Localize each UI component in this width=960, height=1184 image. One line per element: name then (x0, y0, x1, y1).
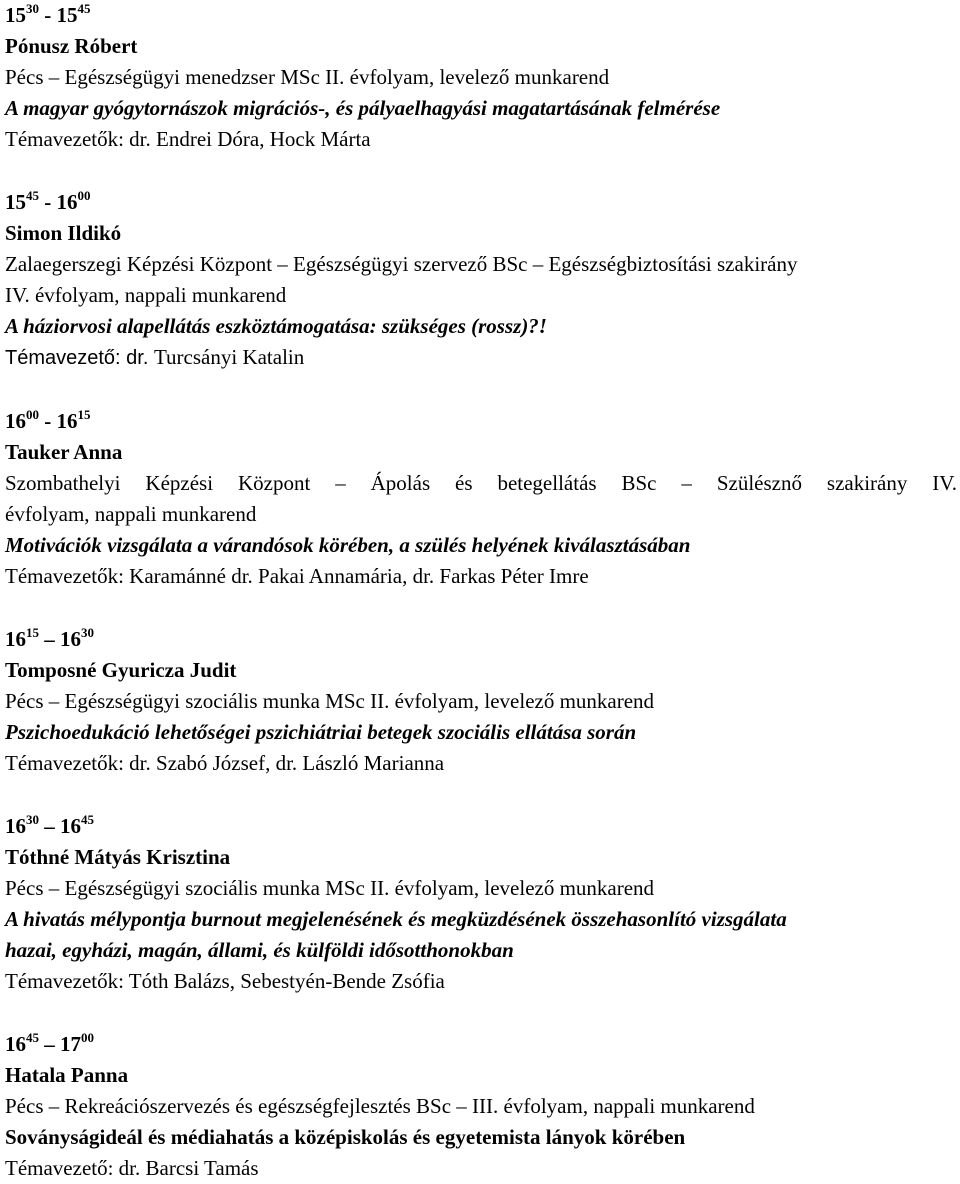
program-info: Pécs – Egészségügyi szociális munka MSc II. évfolyam, levelező munkarend (5, 689, 655, 713)
time-slot: $15^{30} - 15^{45}$ (5, 1, 91, 27)
presentation-title-continued: hazai, egyházi, magán, állami, és külföldi idősotthonokban (5, 938, 514, 962)
program-info: Zalaegerszegi Képzési Központ – Egészségügyi szervező BSc – Egészségbiztosítási szakirány (5, 252, 798, 276)
presentation-title: Soványságideál és médiahatás a középiskolás és egyetemista lányok körében (5, 1125, 686, 1149)
time-slot: $16^{30} - 16^{45}$ (5, 812, 94, 838)
presentation-title: Pszichoedukáció lehetőségei pszichiátriai betegek szociális ellátása során (5, 720, 637, 744)
supervisors: Témavezetők: dr. Szabó József, dr. László Marianna (5, 751, 445, 775)
entry-gap (5, 155, 957, 187)
presenter-name: Tóthné Mátyás Krisztina (5, 845, 231, 869)
program-info-continued: IV. évfolyam, nappali munkarend (5, 283, 287, 307)
time-slot: $16^{45} - 17^{00}$ (5, 1030, 94, 1056)
schedule-entry (5, 811, 957, 997)
entry-gap (5, 997, 957, 1029)
presenter-name: Simon Ildikó (5, 221, 122, 245)
presentation-title: A magyar gyógytornászok migrációs-, és pályaelhagyási magatartásának felmérése (5, 96, 721, 120)
presentation-title: Motivációk vizsgálata a várandósok körében, a szülés helyének kiválasztásában (5, 533, 691, 557)
presenter-name: Pónusz Róbert (5, 34, 138, 58)
schedule-entry (5, 624, 957, 779)
program-info-continued: évfolyam, nappali munkarend (5, 502, 257, 526)
schedule-entry (5, 406, 957, 592)
time-slot: $16^{15} - 16^{30}$ (5, 625, 94, 651)
program-info: Pécs – Egészségügyi szociális munka MSc II. évfolyam, levelező munkarend (5, 876, 655, 900)
schedule-page (5, 0, 957, 1184)
presenter-name: Hatala Panna (5, 1063, 129, 1087)
presentation-title: A hivatás mélypontja burnout megjelenésének és megküzdésének összehasonlító vizsgálata (5, 907, 787, 931)
supervisors: Témavezetők: Tóth Balázs, Sebestyén-Bende Zsófia (5, 969, 445, 993)
supervisors: Témavezetők: dr. Endrei Dóra, Hock Márta (5, 127, 371, 151)
entry-gap (5, 779, 957, 811)
presentation-title: A háziorvosi alapellátás eszköztámogatása: szükséges (rossz)?! (5, 314, 547, 338)
time-slot: $15^{45} - 16^{00}$ (5, 188, 91, 214)
schedule-entry (5, 187, 957, 374)
supervisors: Témavezető: dr. Turcsányi Katalin (5, 345, 305, 369)
schedule-entry (5, 0, 957, 155)
schedule-entry (5, 1029, 957, 1184)
entry-gap (5, 374, 957, 406)
time-slot: $16^{00} - 16^{15}$ (5, 407, 91, 433)
presenter-name: Tauker Anna (5, 440, 123, 464)
program-info: Szombathelyi Képzési Központ – Ápolás és betegellátás BSc – Szülésznő szakirány IV. (5, 471, 957, 495)
program-info: Pécs – Egészségügyi menedzser MSc II. évfolyam, levelező munkarend (5, 65, 610, 89)
supervisors: Témavezetők: Karamánné dr. Pakai Annamária, dr. Farkas Péter Imre (5, 564, 589, 588)
program-info: Pécs – Rekreációszervezés és egészségfejlesztés BSc – III. évfolyam, nappali munkarend (5, 1094, 755, 1118)
supervisors: Témavezető: dr. Barcsi Tamás (5, 1156, 259, 1180)
entry-gap (5, 592, 957, 624)
presenter-name: Tomposné Gyuricza Judit (5, 658, 237, 682)
